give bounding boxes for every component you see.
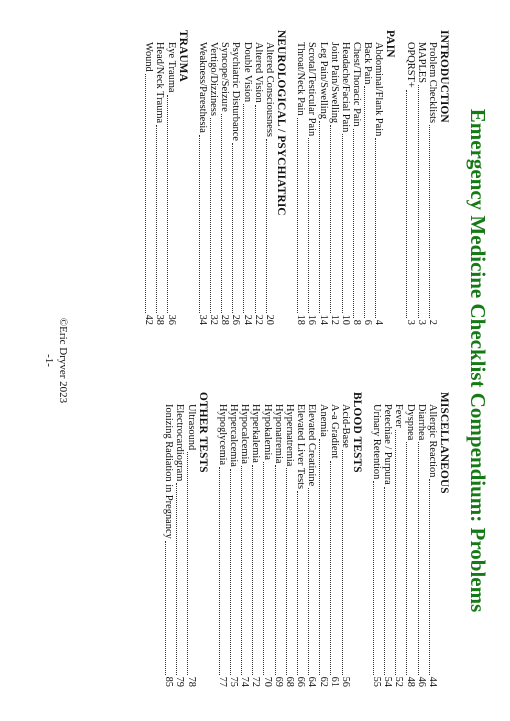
toc-entry-label: Headache/Facial Pain [339, 42, 351, 133]
dot-leader [364, 86, 365, 317]
toc-entry-label: Hypoglycemia [216, 404, 228, 466]
toc-entry[interactable] [306, 392, 317, 687]
toc-entry-page: 22 [252, 314, 264, 325]
toc-entry-label: Scrotal/Testicular Pain [306, 42, 318, 137]
toc-entry-label: Double Vision [241, 42, 253, 103]
toc-entry-page: 20 [263, 314, 275, 325]
toc-entry-page: 70 [261, 676, 273, 687]
toc-entry-page: 16 [306, 314, 318, 325]
toc-entry-page: 79 [174, 676, 186, 687]
toc-entry[interactable] [340, 392, 351, 687]
toc-entry[interactable] [208, 30, 219, 325]
toc-entry-page: 24 [241, 314, 253, 325]
toc-entry-label: Acid-Base [339, 404, 351, 448]
toc-entry-page: 55 [371, 676, 383, 687]
toc-entry[interactable] [329, 30, 340, 325]
page-number: -1- [43, 354, 55, 367]
toc-entry[interactable] [416, 392, 427, 687]
toc-entry-page: 48 [404, 676, 416, 687]
toc-entry[interactable] [371, 392, 382, 687]
toc-entry-page: 3 [404, 319, 416, 325]
toc-entry-page: 54 [382, 676, 394, 687]
toc-entry-page: 52 [393, 676, 405, 687]
toc-entry[interactable] [427, 392, 438, 687]
toc-entry[interactable] [317, 392, 328, 687]
dot-leader [406, 442, 407, 674]
toc-entry[interactable] [404, 392, 415, 687]
dot-leader [418, 442, 419, 674]
dot-leader [297, 491, 298, 675]
dot-leader [167, 95, 168, 313]
dot-leader [353, 129, 354, 318]
section-heading: TRAUMA [176, 30, 189, 83]
toc-entry-label: OPQRST+ [404, 42, 416, 88]
toc-entry-label: Petechiae / Purpura [382, 404, 394, 485]
dot-leader [308, 138, 309, 312]
toc-entry[interactable] [362, 30, 373, 325]
toc-entry[interactable] [273, 392, 284, 687]
toc-entry[interactable] [239, 392, 250, 687]
toc-entry-page: 56 [339, 676, 351, 687]
toc-entry-label: Elevated Liver Tests [295, 404, 307, 490]
dot-leader [232, 143, 233, 313]
toc-entry-label: Chest/Thoracic Pain [351, 42, 363, 127]
toc-entry-page: 28 [219, 314, 231, 325]
toc-entry-label: Hypokalemia [261, 404, 273, 460]
toc-entry-label: Hypocalcemia [239, 404, 251, 465]
dot-leader [266, 139, 267, 313]
toc-entry-page: 69 [272, 676, 284, 687]
toc-entry-label: Diarrhea [415, 404, 427, 441]
toc-entry-label: Eye Trauma [165, 42, 177, 93]
dot-leader [286, 468, 287, 674]
toc-entry-page: 77 [216, 676, 228, 687]
section-heading: PAIN [384, 30, 397, 58]
toc-entry-page: 14 [317, 314, 329, 325]
toc-entry-page: 46 [415, 676, 427, 687]
toc-entry-label: Altered Consciousness [263, 42, 275, 137]
dot-leader [319, 121, 320, 313]
toc-entry[interactable] [174, 392, 185, 687]
section-heading: OTHER TESTS [196, 392, 209, 473]
toc-entry-label: Leg Pain/Swelling [317, 42, 329, 120]
toc-entry-page: 78 [185, 676, 197, 687]
toc-entry-page: 75 [228, 676, 240, 687]
toc-entry-label: Throat/Neck Pain [295, 42, 307, 116]
toc-entry[interactable] [228, 392, 239, 687]
toc-entry-page: 18 [295, 314, 307, 325]
toc-entry-label: MAPLES [415, 42, 427, 83]
toc-entry-label: Fever [393, 404, 405, 428]
toc-entry-page: 38 [154, 314, 166, 325]
toc-entry-page: 8 [351, 319, 363, 325]
toc-entry-label: Elevated Creatinine [306, 404, 318, 487]
toc-entry-label: Back Pain [362, 42, 374, 85]
toc-entry[interactable] [197, 30, 208, 325]
toc-entry-page: 6 [362, 319, 374, 325]
dot-leader [221, 114, 222, 313]
toc-entry[interactable] [163, 392, 174, 687]
dot-leader [308, 488, 309, 674]
dot-leader [275, 465, 276, 674]
toc-entry-page: 72 [250, 676, 262, 687]
toc-entry-page: 74 [239, 676, 251, 687]
dot-leader [297, 118, 298, 313]
toc-entry[interactable] [241, 30, 252, 325]
dot-leader [219, 467, 220, 674]
toc-entry-page: 36 [165, 314, 177, 325]
toc-entry-page: 68 [283, 676, 295, 687]
toc-entry[interactable] [185, 392, 196, 687]
toc-entry-page: 85 [163, 676, 175, 687]
toc-entry[interactable] [295, 30, 306, 325]
toc-entry[interactable] [351, 30, 362, 325]
toc-entry[interactable] [264, 30, 275, 325]
toc-entry-page: 2 [427, 319, 439, 325]
toc-entry-label: Weakness/Paresthesia [196, 42, 208, 133]
toc-entry[interactable] [261, 392, 272, 687]
section-heading: NEUROLOGICAL / PSYCHIATRIC [274, 30, 287, 216]
toc-entry-label: Urinary Retention [371, 404, 383, 480]
toc-entry[interactable] [253, 30, 264, 325]
toc-entry[interactable] [250, 392, 261, 687]
toc-entry-label: Problem Checklists [427, 42, 439, 124]
section-heading: MISCELLANEOUS [438, 392, 450, 494]
toc-entry[interactable] [143, 30, 154, 325]
toc-entry-page: 10 [339, 314, 351, 325]
toc-entry[interactable] [219, 30, 230, 325]
dot-leader [230, 469, 231, 675]
toc-entry[interactable] [416, 30, 427, 325]
toc-entry-page: 64 [306, 676, 318, 687]
toc-entry[interactable] [340, 30, 351, 325]
toc-entry-label: Ultrasound [185, 404, 197, 451]
dot-leader [145, 74, 146, 313]
toc-entry-page: 3 [415, 319, 427, 325]
toc-entry-label: Altered Vision [252, 42, 264, 103]
toc-entry-page: 44 [427, 676, 439, 687]
dot-leader [199, 135, 200, 313]
toc-entry[interactable] [427, 30, 438, 325]
toc-entry-label: Hyponatremia [272, 404, 284, 464]
dot-leader [187, 452, 188, 674]
dot-leader [342, 134, 343, 312]
toc-entry-label: Anemia [317, 404, 329, 437]
dot-leader [375, 138, 376, 317]
toc-entry-page: 12 [328, 314, 340, 325]
dot-leader [331, 461, 332, 675]
toc-entry-label: Vertigo/Dizziness [208, 42, 220, 116]
toc-entry[interactable] [295, 392, 306, 687]
toc-entry-label: Allergic Reaction [427, 404, 439, 478]
dot-leader [241, 466, 242, 675]
section-heading: BLOOD TESTS [350, 392, 363, 473]
toc-entry[interactable] [329, 392, 340, 687]
toc-entry[interactable] [306, 30, 317, 325]
page-footer [42, 0, 70, 721]
dot-leader [210, 118, 211, 313]
toc-entry-page: 4 [373, 319, 385, 325]
toc-entry-label: Hypernatremia [283, 404, 295, 467]
toc-entry[interactable] [393, 392, 404, 687]
dot-leader [165, 541, 166, 675]
toc-entry-label: Syncope/Seizure [219, 42, 231, 112]
toc-entry[interactable] [165, 30, 176, 325]
toc-entry[interactable] [373, 30, 384, 325]
toc-left-column [143, 30, 450, 325]
toc-entry-page: 66 [295, 676, 307, 687]
toc-entry-label: Head/Neck Trauma [154, 42, 166, 124]
toc-entry-label: A-a Gradient [328, 404, 340, 459]
toc-entry-label: Dyspnea [404, 404, 416, 441]
toc-entry[interactable] [404, 30, 415, 325]
toc-entry-page: 62 [317, 676, 329, 687]
dot-leader [395, 430, 396, 675]
dot-leader [176, 483, 177, 674]
copyright-text: ©Eric Dryver 2023 [57, 317, 69, 404]
dot-leader [342, 450, 343, 675]
toc-entry[interactable] [284, 392, 295, 687]
section-heading: INTRODUCTION [438, 30, 450, 123]
dot-leader [263, 462, 264, 675]
toc-entry-page: 34 [196, 314, 208, 325]
toc-entry-page: 32 [208, 314, 220, 325]
dot-leader [252, 465, 253, 675]
dot-leader [373, 481, 374, 674]
dot-leader [243, 104, 244, 313]
dot-leader [319, 439, 320, 675]
dot-leader [384, 487, 385, 675]
toc-right-column [163, 392, 450, 687]
toc-entry-label: Joint Pain/Swelling [328, 42, 340, 124]
toc-entry[interactable] [217, 392, 228, 687]
toc-entry-page: 42 [143, 314, 155, 325]
dot-leader [418, 85, 419, 318]
toc-entry-page: 26 [230, 314, 242, 325]
dot-leader [429, 125, 430, 318]
toc-entry-label: Wound [143, 42, 155, 72]
toc-entry-label: Psychiatric Disturbance [230, 42, 242, 141]
dot-leader [331, 125, 332, 312]
toc-entry[interactable] [317, 30, 328, 325]
page-title: Emergency Medicine Checklist Compendium: Problems [466, 108, 490, 613]
toc-entry-label: Hypercalcemia [228, 404, 240, 467]
toc-entry[interactable] [154, 30, 165, 325]
toc-entry[interactable] [382, 392, 393, 687]
toc-entry[interactable] [230, 30, 241, 325]
toc-entry-label: Hyperkalemia [250, 404, 262, 463]
toc-entry-page: 61 [328, 676, 340, 687]
toc-entry-label: Electrocardiogram [174, 404, 186, 482]
dot-leader [255, 105, 256, 313]
dot-leader [429, 479, 430, 674]
dot-leader [406, 90, 407, 318]
toc-entry-label: Abdominal/Flank Pain [373, 42, 385, 137]
toc-entry-label: Ionizing Radiation in Pregnancy [163, 404, 175, 539]
dot-leader [156, 125, 157, 313]
